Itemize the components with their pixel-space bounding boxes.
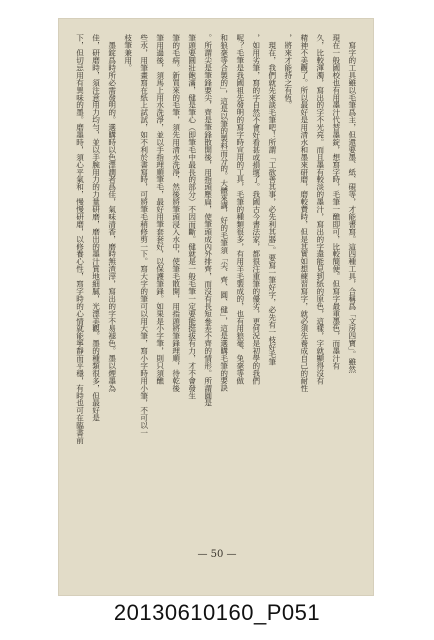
text-column: ，如用劣筆，寫的字自然不會好看甚或損壞了。我國古今書法家，都很注重筆的優劣，更何況是初學的我們 <box>251 34 261 385</box>
text-column: 佳，研磨時，須注意用力均勻，並以手腕用力的力量研磨，磨出的墨汁質地細膩，光澤美觀。墨的種類很多，但最好是 <box>91 34 101 422</box>
text-column: 呢？毛筆是我國祖先發明的寫字時宣用的工具，毛筆的種類很多，有用羊毛製成的，也有用狼毫、兔毫等做 <box>235 34 245 385</box>
text-column: 。所謂尖是筆鋒要尖，齊是筆鋒散開後，用指頭壓扁，使筆頭成內外排齊，而沒有長短參差不齊的情形。所謂圓是 <box>203 34 213 407</box>
text-column: 枝筆兼用。 <box>123 34 133 72</box>
text-column: 現在一般國校也有用墨汁代替墨錠，想寫字時，毛筆一醮即可，比較簡便。但寫字最重墨色，而墨汁有 <box>331 34 341 370</box>
text-column: 筆頭要圓壯飽滿，健是筆心（即筆毛中最長的部分）不因而斷。健就是一般毛筆一定要能挺拔有力，才不會發生 <box>187 34 197 400</box>
text-column: 寫字的工具雖以毛筆爲主，但還要墨、紙、硯等，才能書寫。這四種工具，合稱爲「文房四寶」。雖然 <box>347 34 357 373</box>
text-column: 下，但切忌用有異味的墨。磨墨時，須心平氣和，慢慢研磨，以修養心性，寫字時的心情就能寧靜而平穩，有時也可在臨書前 <box>75 34 85 444</box>
text-column: 精神不美觀了。所以最好是用清水和墨來研磨，磨較費時，但是其實如想練習寫字，就必須先養成自己的耐性 <box>299 34 309 392</box>
text-column: ，將來才能持之有恆。 <box>283 34 293 109</box>
text-column: 現在，我們就先來談毛筆吧！所謂「工欲善其事，必先利其器」。要寫一筆好字，必先有一枝好毛筆 <box>267 34 277 366</box>
page-number: — 50 — <box>197 549 237 560</box>
text-column: 筆的毛病。新買來的毛筆，須先用清水洗淨，然後將筆頭浸入水中，使筆毛散開，用指頭將筆鋒理順，待乾後 <box>171 34 181 392</box>
text-column: 和狼毫等合製的」，這是以筆的製料而分的。大體來講，好的毛筆須「尖、齊、圓、健」，這是選購毛筆的要訣 <box>219 34 229 392</box>
vertical-text-body <box>76 34 356 528</box>
image-caption: 20130610160_P051 <box>113 600 321 625</box>
text-column: 筆用過後，須馬上用水洗淨，並以手指理順筆毛，最好用筆套套好，以保護筆鋒。如果是小字筆，則只須醮 <box>155 34 165 385</box>
text-column: 些水，用筆畫寫在紙上試試，如不利於書寫時，可將筆毛稍修剪一下。寫大字的筆可以用大筆，寫小字時用小筆，不可以一 <box>139 34 149 437</box>
text-column: 墨錠爲時所必需發明的。選購時以色澤潤者爲佳，氣味清香，磨時無渣滓，寫出的字不易褪色。墨以煙墨為 <box>107 34 117 392</box>
text-column: 久，比較渾濁，寫出的字不光亮。而且墨有較淡的墨汁，寫出的字還能見到紙的原色，這樣，字就顯得沒有 <box>315 34 325 385</box>
